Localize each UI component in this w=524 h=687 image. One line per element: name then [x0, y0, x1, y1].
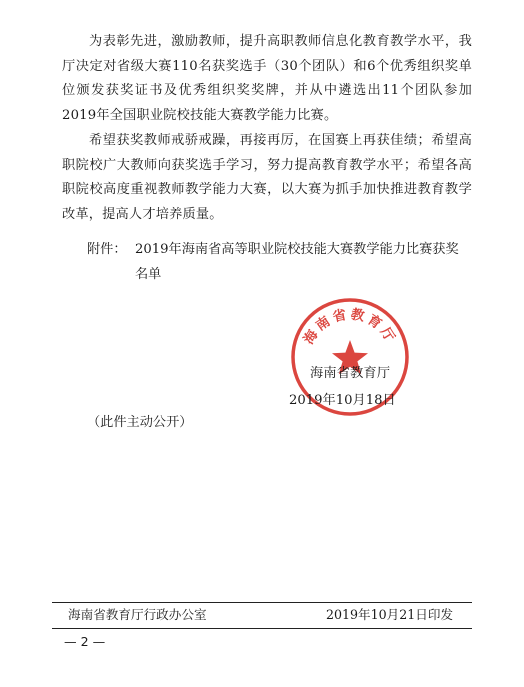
body-paragraph-1: 为表彰先进，激励教师，提升高职教师信息化教育教学水平，我厅决定对省级大赛110名获奖选手（30个团队）和6个优秀组织奖单位颁发获奖证书及优秀组织奖奖牌，并从中遴选出11个团队参加2019年全国职业院校技能大赛教学能力比赛。: [62, 34, 472, 123]
footer-issuer: 海南省教育厅行政办公室: [68, 607, 207, 622]
signing-organization: 海南省教育厅: [310, 366, 391, 381]
attachment-note: [87, 237, 471, 287]
svg-text:海南省教育厅: 海南省教育厅: [300, 306, 400, 348]
disclosure-note: （此件主动公开）: [87, 415, 193, 430]
footer-bottom-rule: [52, 628, 472, 629]
footer-print-date: 2019年10月21日印发: [326, 607, 454, 622]
footer-top-rule: [52, 602, 472, 603]
attachment-title: 2019年海南省高等职业院校技能大赛教学能力比赛获奖名单: [135, 242, 459, 282]
attachment-label: 附件：: [87, 242, 127, 257]
page-number: — 2 —: [64, 634, 106, 649]
body-paragraph-2: 希望获奖教师戒骄戒躁，再接再厉，在国赛上再获佳绩；希望高职院校广大教师向获奖选手学习，努力提高教育教学水平；希望各高职院校高度重视教师教学能力大赛，以大赛为抓手加快推进教育教学改革，提高人才培养质量。: [62, 133, 472, 222]
signing-date: 2019年10月18日: [289, 393, 396, 408]
